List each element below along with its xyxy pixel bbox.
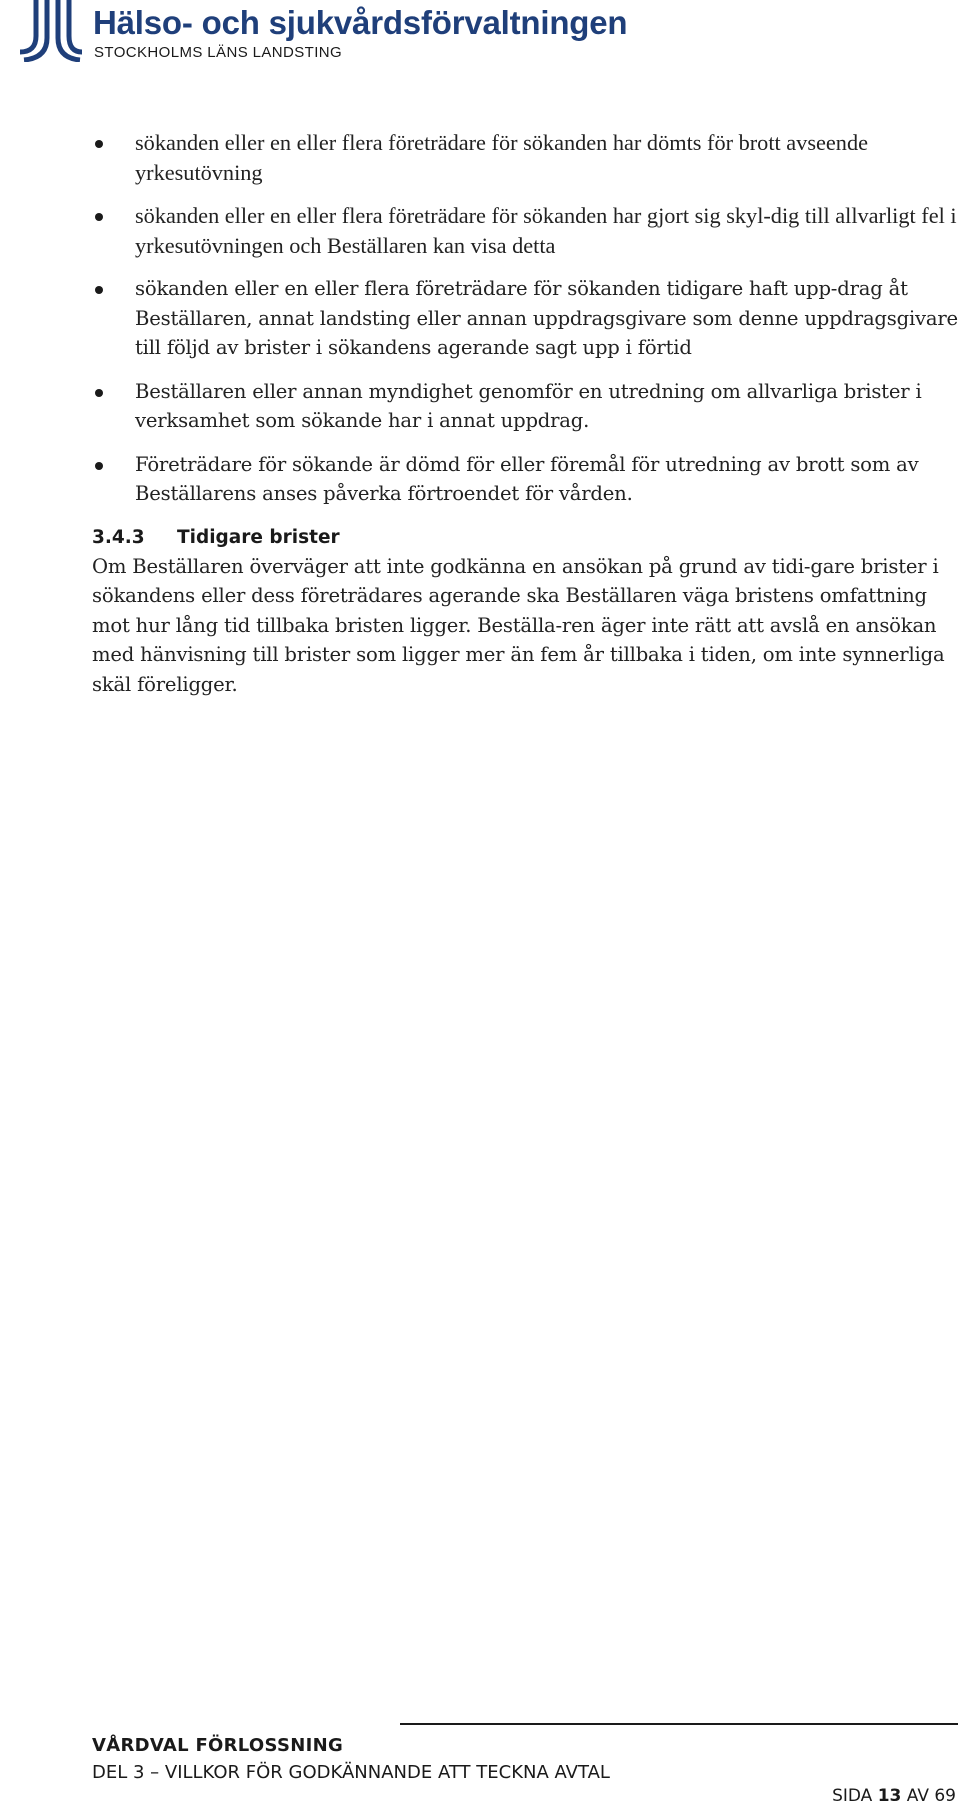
bullet-icon (95, 286, 103, 294)
list-item (92, 128, 958, 187)
section-heading (92, 527, 958, 548)
list-item (92, 450, 958, 509)
page-total: 69 (934, 1786, 956, 1806)
list-item (92, 274, 958, 363)
bullet-icon (95, 213, 103, 221)
footer-divider (400, 1723, 958, 1725)
organization-subtitle: STOCKHOLMS LÄNS LANDSTING (94, 44, 343, 61)
bullet-icon (95, 462, 103, 470)
document-body (92, 128, 958, 699)
list-item (92, 201, 958, 260)
list-item-text: Företrädare för sökande är dömd för eller föremål för utredning av brott som av Beställarens anses påverka förtroendet för vården. (135, 452, 919, 505)
list-item-text: sökanden eller en eller flera företrädare för sökanden har dömts för brott avseende yrkesutövning (135, 130, 868, 185)
footer-title: VÅRDVAL FÖRLOSSNING (92, 1735, 344, 1756)
page-header (0, 0, 960, 70)
organization-name: Hälso- och sjukvårdsförvaltningen (93, 4, 628, 41)
footer-part-label: DEL 3 – VILLKOR FÖR GODKÄNNANDE ATT TECKNA AVTAL (92, 1762, 610, 1783)
list-item (92, 377, 958, 436)
list-item-text: sökanden eller en eller flera företrädare för sökanden har gjort sig skyl-dig till allvarligt fel i yrkesutövningen och Beställaren kan visa detta (135, 203, 957, 258)
section-title: Tidigare brister (177, 526, 340, 548)
page-indicator (832, 1786, 956, 1806)
page-prefix: SIDA (832, 1786, 873, 1806)
bullet-icon (95, 389, 103, 397)
sll-logo-icon (10, 0, 82, 62)
section-number: 3.4.3 (92, 526, 145, 548)
list-item-text: Beställaren eller annan myndighet genomför en utredning om allvarliga brister i verksamhet som sökande har i annat uppdrag. (135, 379, 922, 432)
page-number: 13 (877, 1786, 902, 1806)
page-separator: AV (906, 1786, 929, 1806)
criteria-list (92, 128, 958, 509)
section-paragraph: Om Beställaren överväger att inte godkänna en ansökan på grund av tidi-gare brister i sökandens eller dess företrädares agerande ska Beställaren väga bristens omfattning mot hur lång tid tillbaka bristen ligger. Beställa-ren äger inte rätt att avslå en ansökan med hänvisning till brister som ligger mer än fem år tillbaka i tiden, om inte synnerliga skäl föreligger. (92, 554, 945, 696)
bullet-icon (95, 140, 103, 148)
list-item-text: sökanden eller en eller flera företrädare för sökanden tidigare haft upp-drag åt Beställaren, annat landsting eller annan uppdragsgivare som denne uppdragsgivare till följd av brister i sökandens agerande sagt upp i förtid (135, 277, 958, 359)
